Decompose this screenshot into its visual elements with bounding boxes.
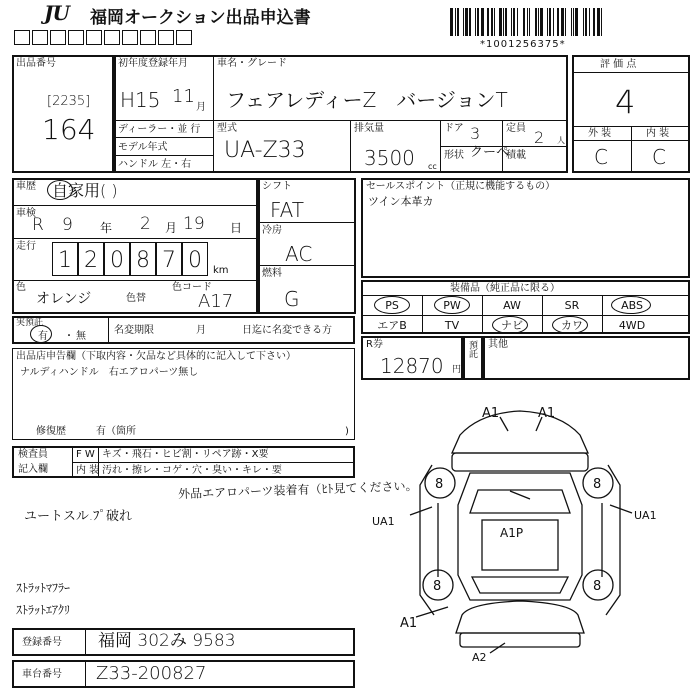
divider	[12, 280, 258, 281]
expiry-month-unit: 月	[196, 325, 206, 336]
barcode-bar	[491, 8, 493, 36]
car-rear-bumper	[460, 633, 580, 647]
barcode-bar	[585, 8, 587, 36]
car-name-value: フェアレディーZ バージョンT	[226, 88, 508, 112]
barcode-bar	[573, 8, 574, 36]
model-type-label: 型式	[217, 123, 237, 134]
barcode-bar	[580, 8, 582, 36]
car-windshield	[470, 490, 570, 513]
form-title: 福岡オークション出品申込書	[90, 8, 311, 28]
mileage-digit: 8	[136, 248, 150, 273]
usage-label: 車歴	[16, 181, 36, 192]
grade-value: 4	[615, 83, 636, 121]
mileage-digit: 7	[162, 248, 176, 273]
barcode-bar	[597, 8, 600, 36]
equipment-tv: TV	[444, 319, 460, 332]
other-label: 其他	[488, 339, 508, 350]
color-code-label: 色コード	[172, 282, 212, 293]
car-front-bumper	[452, 453, 588, 471]
barcode-bar	[531, 8, 533, 36]
diagram-mark-roof: A1P	[500, 526, 524, 540]
inspector-label-2: 記入欄	[18, 464, 48, 475]
diagram-mark-left: UA1	[372, 515, 395, 528]
exterior-label: 外 装	[588, 128, 612, 139]
capacity-label: 定員	[506, 123, 526, 134]
equipment-navi: ナビ	[501, 319, 523, 332]
barcode-bar	[494, 8, 495, 36]
barcode-bar	[477, 8, 479, 36]
divider	[258, 222, 356, 223]
barcode-bar	[475, 8, 476, 36]
barcode-bar	[555, 8, 556, 36]
repair-close: )	[345, 426, 349, 437]
exterior-grade: C	[594, 145, 608, 169]
inspector-fw: F W	[76, 449, 95, 460]
registration-month: 11	[172, 86, 195, 107]
barcode-bar	[513, 8, 515, 36]
inspection-month-unit: 月	[165, 221, 178, 235]
barcode-bar	[503, 8, 504, 36]
handle-label: ハンドル 左・右	[118, 159, 192, 170]
divider	[114, 120, 568, 121]
barcode-bar	[545, 8, 546, 36]
barcode-bar	[591, 8, 592, 36]
divider	[572, 72, 690, 73]
registration-label: 初年度登録年月	[118, 58, 188, 69]
divider	[361, 295, 690, 296]
color-value: オレンジ	[36, 291, 92, 307]
equipment-ps: PS	[385, 299, 399, 312]
chassis-value: Z33-200827	[96, 663, 207, 684]
divider	[85, 660, 86, 688]
repair-label: 修復歴	[36, 426, 66, 437]
barcode-bar	[463, 8, 464, 36]
barcode	[450, 8, 606, 36]
barcode-bar	[455, 8, 456, 36]
header-square	[122, 30, 138, 45]
barcode-bar	[567, 8, 569, 36]
tire-mark-rl: 8	[433, 579, 442, 594]
divider	[350, 120, 351, 173]
equipment-abs-circle	[611, 296, 651, 314]
mileage-unit: km	[213, 265, 229, 276]
inspector-interior-items: 汚れ・擦レ・コゲ・穴・臭い・キレ・要	[102, 465, 282, 476]
barcode-bar	[481, 8, 484, 36]
barcode-bar	[557, 8, 559, 36]
equipment-label: 装備品（純正品に限る）	[450, 283, 560, 294]
model-year-label: モデル年式	[118, 142, 168, 153]
car-front-outline	[452, 411, 588, 453]
header-square	[104, 30, 120, 45]
tire-mark-rr: 8	[593, 579, 602, 594]
barcode-text: *1001256375*	[480, 39, 566, 50]
divider	[12, 205, 258, 206]
chassis-label: 車台番号	[22, 669, 62, 680]
expiry-label: 名変期限	[114, 325, 154, 336]
header-square	[14, 30, 30, 45]
divider	[85, 628, 86, 656]
barcode-bar	[593, 8, 595, 36]
diagram-mark-front-2: A1	[538, 406, 556, 421]
inspection-year: 9	[62, 215, 73, 235]
equipment-camera: カワ	[561, 319, 583, 332]
mileage-digit: 0	[110, 248, 124, 273]
barcode-bar	[473, 8, 474, 36]
divider	[114, 155, 213, 156]
displacement-unit: cc	[428, 162, 437, 171]
color-replace-label: 色替	[126, 293, 146, 304]
header-square	[68, 30, 84, 45]
inspection-label: 車検	[16, 208, 36, 219]
barcode-bar	[457, 8, 459, 36]
barcode-bar	[561, 8, 564, 36]
lot-code: [2235]	[47, 94, 91, 109]
registration-year: H15	[120, 88, 161, 112]
equipment-pw-circle	[434, 296, 470, 314]
color-label: 色	[16, 282, 26, 293]
shift-label: シフト	[262, 181, 292, 192]
recycle-yes-circle	[30, 325, 52, 343]
tire-mark-fr: 8	[593, 477, 602, 492]
fuel-label: 燃料	[262, 268, 282, 279]
lot-number: 164	[42, 113, 96, 146]
diagram-mark-front-1: A1	[482, 406, 500, 421]
aircon-value: AC	[285, 242, 313, 266]
interior-label: 内 装	[646, 128, 670, 139]
barcode-bar	[575, 8, 578, 36]
fuel-value: G	[284, 287, 300, 311]
diagram-mark-right: UA1	[634, 509, 657, 522]
other-box	[483, 336, 690, 380]
barcode-bar	[496, 8, 497, 36]
diagram-mark-rear: A1	[400, 616, 418, 631]
recycle-no: 無	[76, 331, 86, 342]
declaration-label: 出品店申告欄（下取内容・欠品など具体的に記入して下さい）	[16, 351, 296, 362]
r-unit: 円	[452, 365, 462, 375]
note-line: ｽﾄﾗｯﾄｴｱｸﾘ	[16, 603, 71, 617]
auction-logo: JU	[44, 1, 69, 25]
inspector-interior: 内 装	[76, 465, 100, 476]
car-name-label: 車名・グレード	[217, 58, 287, 69]
mileage-digit: 1	[58, 248, 72, 273]
load-label: 積載	[506, 150, 526, 161]
model-type-value: UA-Z33	[224, 138, 306, 163]
barcode-bar	[571, 8, 572, 36]
equipment-pw: PW	[443, 299, 461, 312]
barcode-bar	[527, 8, 528, 36]
barcode-bar	[549, 8, 551, 36]
plate-value: 福岡 302み 9583	[98, 631, 236, 651]
equipment-airbag: エアB	[377, 319, 407, 332]
mileage-digit: 2	[84, 248, 98, 273]
barcode-bar	[535, 8, 537, 36]
equipment-4wd: 4WD	[618, 319, 646, 332]
barcode-bar	[505, 8, 507, 36]
divider	[12, 238, 258, 239]
mark-line	[416, 607, 448, 617]
sales-point-label: セールスポイント（正規に機能するもの）	[366, 181, 556, 192]
divider	[108, 316, 109, 344]
barcode-bar	[517, 8, 518, 36]
inspection-month: 2	[140, 214, 151, 234]
declaration-value: ナルディハンドル 右エアロパーツ無し	[20, 367, 199, 378]
car-left-side	[420, 465, 434, 615]
r-label: R券	[366, 339, 383, 350]
note-line: 外品エアロパーツ装着有（ﾋﾄ見てください。	[177, 478, 418, 502]
aircon-label: 冷房	[262, 225, 282, 236]
interior-grade: C	[652, 145, 666, 169]
equipment-aw: AW	[503, 299, 521, 312]
car-right-side	[606, 465, 620, 615]
displacement-label: 排気量	[354, 123, 384, 134]
barcode-bar	[538, 8, 539, 36]
doors-label: ドア	[444, 123, 464, 134]
equipment-sr: SR	[564, 299, 580, 312]
divider	[72, 446, 73, 478]
mark-line	[610, 505, 632, 513]
sales-point-value: ツイン本革カ	[368, 195, 434, 208]
recycle-label: 実預託	[16, 318, 44, 328]
inspector-fw-items: キズ・飛石・ヒビ割・リペア跡・X要	[102, 449, 269, 460]
shape-value: クーペ	[470, 145, 510, 160]
capacity-unit: 人	[557, 136, 565, 145]
divider	[631, 126, 632, 173]
capacity-value: 2	[534, 128, 545, 147]
car-rear-window	[472, 577, 568, 593]
barcode-bar	[601, 8, 602, 36]
r-value: 12870	[380, 354, 444, 378]
equipment-camera-circle	[552, 316, 588, 334]
inspection-era: R	[32, 215, 44, 235]
car-rear-outline	[456, 601, 584, 633]
header-square	[32, 30, 48, 45]
note-line: ｽﾄﾗｯﾄﾏﾌﾗｰ	[16, 581, 71, 595]
barcode-bar	[499, 8, 502, 36]
divider	[114, 137, 213, 138]
dealer-label: ディーラー・並 行	[118, 124, 201, 135]
recycle-yes: 有	[38, 331, 48, 342]
barcode-bar	[553, 8, 554, 36]
barcode-bar	[603, 8, 604, 36]
mileage-digit: 0	[188, 248, 202, 273]
divider	[213, 55, 214, 173]
mark-line	[410, 507, 432, 515]
mark-line	[510, 491, 530, 499]
barcode-bar	[547, 8, 548, 36]
divider	[361, 315, 690, 316]
recycle-separator: ・	[64, 331, 74, 342]
inspector-label-1: 検査員	[18, 449, 48, 460]
mark-line	[490, 643, 505, 653]
equipment-navi-circle	[492, 316, 528, 334]
note-line: ユートスル.ﾌﾟ破れ	[24, 509, 133, 524]
car-damage-diagram	[360, 395, 680, 665]
registration-month-unit: 月	[196, 102, 206, 113]
barcode-bar	[509, 8, 510, 36]
header-square	[50, 30, 66, 45]
inspection-year-unit: 年	[100, 221, 113, 235]
mark-line	[500, 417, 508, 431]
recycle-note: 日迄に名変できる方	[242, 325, 332, 336]
diagram-mark-bottom: A2	[472, 651, 487, 664]
usage-value: 自家用( )	[52, 181, 118, 200]
barcode-bar	[485, 8, 486, 36]
barcode-bar	[583, 8, 584, 36]
lot-label: 出品番号	[16, 58, 56, 69]
header-square	[140, 30, 156, 45]
displacement-value: 3500	[364, 146, 415, 170]
grade-label: 評 価 点	[600, 59, 637, 70]
usage-circle	[47, 180, 73, 200]
doors-value: 3	[470, 124, 481, 143]
sales-point-box	[361, 178, 690, 278]
barcode-bar	[487, 8, 489, 36]
header-square	[158, 30, 174, 45]
header-square	[176, 30, 192, 45]
barcode-bar	[469, 8, 471, 36]
header-square	[86, 30, 102, 45]
equipment-abs: ABS	[621, 299, 643, 312]
inspection-day: 19	[183, 214, 205, 234]
barcode-bar	[450, 8, 453, 36]
barcode-bar	[540, 8, 543, 36]
mileage-label: 走行	[16, 241, 36, 252]
barcode-bar	[465, 8, 468, 36]
equipment-ps-circle	[374, 296, 410, 314]
plate-label: 登録番号	[22, 637, 62, 648]
shift-value: FAT	[270, 198, 305, 222]
deposit-label: 預託	[467, 340, 477, 358]
barcode-bar	[519, 8, 522, 36]
divider	[72, 462, 355, 463]
repair-value: 有（箇所	[96, 426, 136, 437]
barcode-bar	[460, 8, 461, 36]
barcode-bar	[529, 8, 530, 36]
barcode-bar	[523, 8, 525, 36]
color-code: A17	[198, 291, 234, 312]
barcode-bar	[589, 8, 590, 36]
barcode-bar	[511, 8, 512, 36]
shape-label: 形状	[444, 150, 464, 161]
inspection-day-unit: 日	[230, 221, 243, 235]
barcode-bar	[565, 8, 566, 36]
tire-mark-fl: 8	[435, 477, 444, 492]
